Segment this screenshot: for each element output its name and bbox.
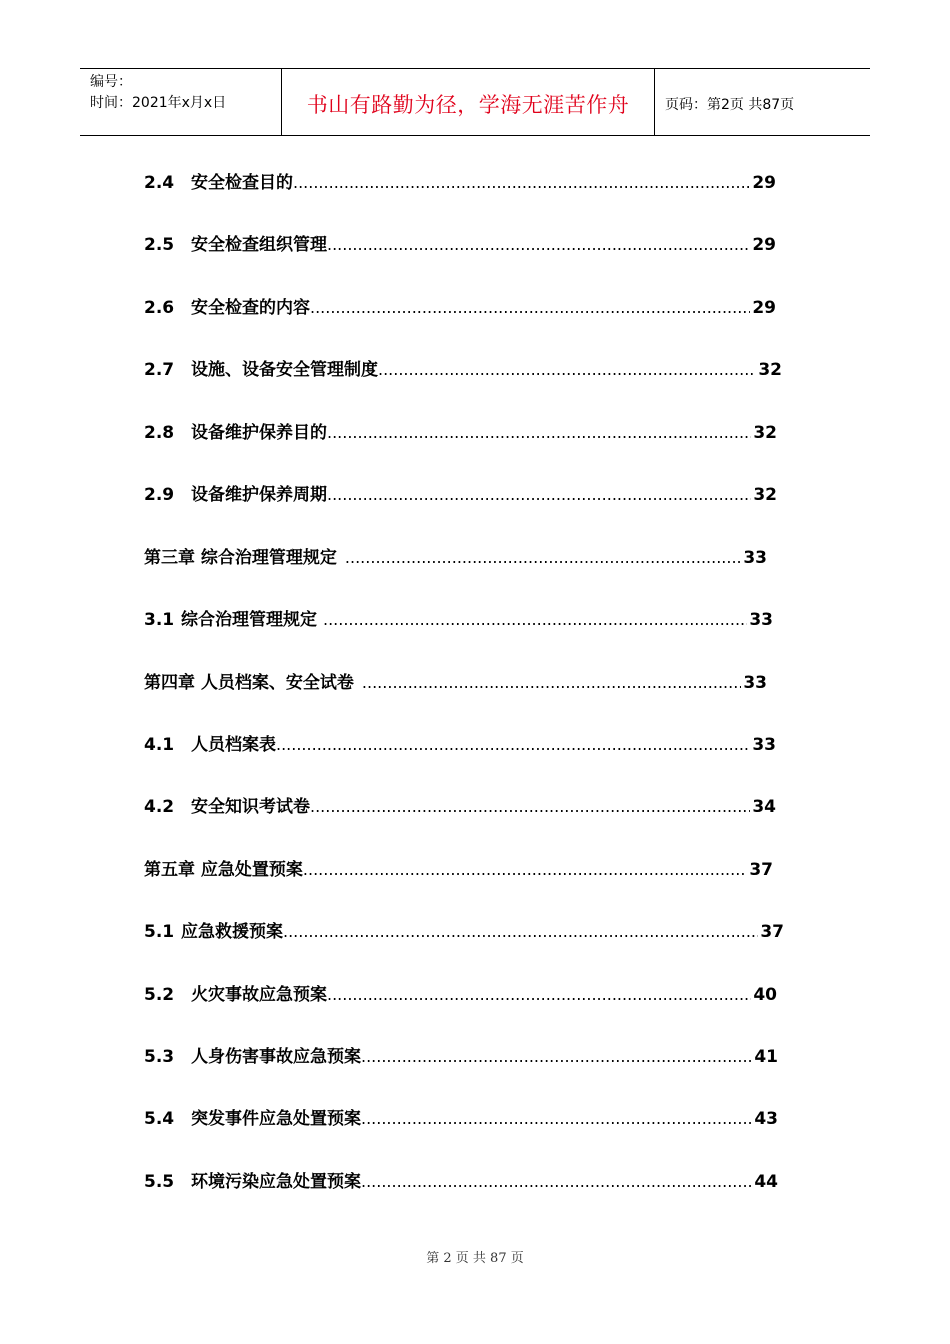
toc-entry-page: 32 (753, 423, 777, 443)
toc-entry[interactable] (144, 357, 782, 383)
toc-entry-title: 安全检查组织管理 (191, 235, 327, 255)
toc-dot-leader (323, 607, 747, 633)
toc-entry-number: 5.5 (144, 1172, 175, 1192)
toc-entry-page: 32 (753, 485, 777, 505)
toc-entry-title: 安全检查的内容 (191, 298, 310, 318)
toc-entry-number: 5.3 (144, 1047, 175, 1067)
toc-entry-title: 第五章 应急处置预案 (144, 860, 303, 880)
toc-entry[interactable] (144, 1106, 778, 1132)
toc-entry-page: 37 (749, 860, 773, 880)
toc-entry-number: 2.8 (144, 423, 175, 443)
toc-entry-title: 人身伤害事故应急预案 (191, 1047, 361, 1067)
toc-dot-leader (361, 1044, 752, 1070)
toc-entry-title: 第三章 综合治理管理规定 (144, 548, 337, 568)
toc-entry-page: 29 (752, 173, 776, 193)
toc-entry-page: 32 (758, 360, 782, 380)
toc-entry-number: 4.2 (144, 797, 175, 817)
toc-entry-title: 人员档案表 (191, 735, 276, 755)
page-header (80, 68, 870, 136)
toc-entry[interactable] (144, 232, 776, 258)
header-meta (80, 69, 282, 135)
toc-dot-leader (327, 482, 751, 508)
toc-entry[interactable] (144, 982, 777, 1008)
header-page-info: 页码：第2页 共87页 (665, 96, 795, 113)
toc-entry[interactable] (144, 607, 773, 633)
toc-entry[interactable] (144, 545, 767, 571)
toc-entry-number: 2.6 (144, 298, 175, 318)
toc-entry-page: 37 (760, 922, 784, 942)
toc-entry-page: 33 (743, 673, 767, 693)
toc-entry-page: 33 (743, 548, 767, 568)
toc-entry[interactable] (144, 1169, 778, 1195)
toc-dot-leader (362, 670, 741, 696)
toc-entry[interactable] (144, 482, 777, 508)
toc-entry-title: 安全知识考试卷 (191, 797, 310, 817)
toc-entry-title: 突发事件应急处置预案 (191, 1109, 361, 1129)
toc-entry-number: 5.2 (144, 985, 175, 1005)
toc-entry-title: 应急救援预案 (181, 922, 283, 942)
toc-dot-leader (327, 420, 751, 446)
page-footer: 第 2 页 共 87 页 (426, 1251, 524, 1266)
toc-dot-leader (293, 170, 750, 196)
toc-entry[interactable] (144, 857, 773, 883)
toc-entry-title: 设施、设备安全管理制度 (191, 360, 378, 380)
toc-entry[interactable] (144, 420, 777, 446)
toc-entry-page: 33 (752, 735, 776, 755)
toc-entry[interactable] (144, 170, 776, 196)
toc-dot-leader (310, 794, 750, 820)
header-motto: 书山有路勤为径，学海无涯苦作舟 (282, 69, 655, 135)
toc-entry-page: 33 (749, 610, 773, 630)
toc-entry-title: 设备维护保养目的 (191, 423, 327, 443)
toc-entry[interactable] (144, 670, 767, 696)
toc-entry-page: 40 (753, 985, 777, 1005)
toc-dot-leader (345, 545, 741, 571)
toc-dot-leader (310, 295, 750, 321)
toc-entry-number: 3.1 (144, 610, 175, 630)
toc-dot-leader (327, 982, 751, 1008)
toc-entry-title: 综合治理管理规定 (181, 610, 317, 630)
document-date: 时间：2021年x月x日 (90, 95, 227, 111)
toc-entry[interactable] (144, 732, 776, 758)
toc-dot-leader (361, 1106, 752, 1132)
toc-dot-leader (276, 732, 750, 758)
toc-entry-title: 设备维护保养周期 (191, 485, 327, 505)
toc-dot-leader (283, 919, 758, 945)
toc-entry[interactable] (144, 1044, 778, 1070)
toc-dot-leader (303, 857, 747, 883)
toc-dot-leader (327, 232, 750, 258)
toc-entry-page: 41 (754, 1047, 778, 1067)
toc-entry[interactable] (144, 295, 776, 321)
toc-entry-title: 第四章 人员档案、安全试卷 (144, 673, 354, 693)
toc-dot-leader (378, 357, 756, 383)
toc-entry-number: 4.1 (144, 735, 175, 755)
toc-entry-number: 5.1 (144, 922, 175, 942)
toc-entry[interactable] (144, 794, 776, 820)
toc-entry-title: 安全检查目的 (191, 173, 293, 193)
toc-entry-number: 2.7 (144, 360, 175, 380)
toc-entry-number: 2.9 (144, 485, 175, 505)
toc-entry-page: 44 (754, 1172, 778, 1192)
document-number-label: 编号： (90, 74, 132, 90)
toc-entry-title: 环境污染应急处置预案 (191, 1172, 361, 1192)
toc-entry-page: 29 (752, 235, 776, 255)
toc-entry-number: 2.4 (144, 173, 175, 193)
toc-entry-page: 34 (752, 797, 776, 817)
toc-entry[interactable] (144, 919, 784, 945)
toc-dot-leader (361, 1169, 752, 1195)
toc-entry-page: 29 (752, 298, 776, 318)
toc-entry-number: 5.4 (144, 1109, 175, 1129)
toc-entry-page: 43 (754, 1109, 778, 1129)
toc-entry-number: 2.5 (144, 235, 175, 255)
toc-entry-title: 火灾事故应急预案 (191, 985, 327, 1005)
